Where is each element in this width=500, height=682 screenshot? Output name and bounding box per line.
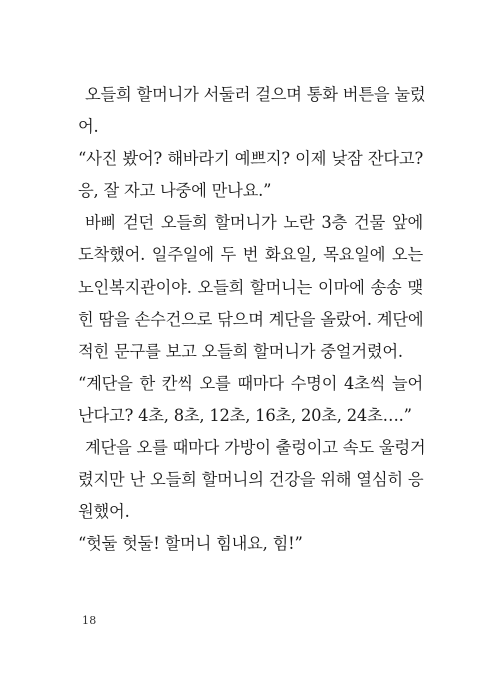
text-line: 렸지만 난 오들희 할머니의 건강을 위해 열심히 응 [78,470,424,490]
text-line: 바삐 걷던 오들희 할머니가 노란 3층 건물 앞에 [85,213,423,233]
text-line: 힌 땀을 손수건으로 닦으며 계단을 올랐어. 계단에 [78,309,424,329]
text-line: 계단을 오를 때마다 가방이 출렁이고 속도 울렁거 [85,438,426,458]
text-line: 원했어. [78,502,130,522]
text-line: 도착했어. 일주일에 두 번 화요일, 목요일에 오는 [78,245,423,265]
text-line: 노인복지관이야. 오들희 할머니는 이마에 송송 맺 [78,277,423,297]
text-line: “사진 봤어? 해바라기 예쁘지? 이제 낮잠 잔다고? [78,149,423,169]
text-line: 난다고? 4초, 8초, 12초, 16초, 20초, 24초….” [78,405,412,425]
text-line: “헛둘 헛둘! 할머니 힘내요, 힘!” [78,534,303,554]
page-number: 18 [82,614,97,627]
body-text [78,79,426,560]
text-line: “계단을 한 칸씩 오를 때마다 수명이 4초씩 늘어 [78,373,423,393]
text-line: 적힌 문구를 보고 오들희 할머니가 중얼거렸어. [78,341,403,361]
text-line: 어. [78,117,99,137]
text-line: 응, 잘 자고 나중에 만나요.” [78,181,272,201]
text-line: 오들희 할머니가 서둘러 걸으며 통화 버튼을 눌렀 [85,85,426,104]
